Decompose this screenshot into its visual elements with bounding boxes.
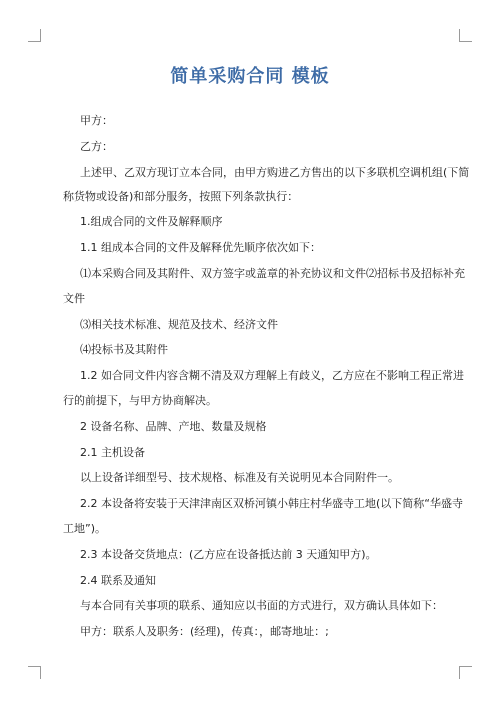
party-a-contact-line: 甲方：联系人及职务：(经理)，传真：，邮寄地址：; xyxy=(80,625,329,638)
clause-1-2-line-1: 1.2 如合同文件内容含糊不清及双方理解上有歧义，乙方应在不影响工程正常进 xyxy=(80,369,464,382)
crop-mark-bottom-right xyxy=(459,666,472,679)
document-title: 简单采购合同 模板 xyxy=(170,66,330,87)
clause-2-4-body: 与本合同有关事项的联系、通知应以书面的方式进行，双方确认具体如下： xyxy=(80,599,443,612)
crop-mark-bottom-left xyxy=(28,666,41,679)
list-item-4: ⑷投标书及其附件 xyxy=(80,343,168,356)
list-item-1-line-2: 文件 xyxy=(63,292,85,305)
clause-1-1: 1.1 组成本合同的文件及解释优先顺序依次如下： xyxy=(80,241,321,254)
clause-2-2-line-2: 工地”)。 xyxy=(63,522,106,535)
crop-mark-top-left xyxy=(28,29,41,42)
list-item-3: ⑶相关技术标准、规范及技术、经济文件 xyxy=(80,318,278,331)
clause-2-2-line-1: 2.2 本设备将安装于天津津南区双桥河镇小韩庄村华盛寺工地(以下简称“华盛寺 xyxy=(80,497,463,510)
preamble-line-2: 称货物或设备)和部分服务，按照下列条款执行： xyxy=(63,190,299,203)
clause-1-2-line-2: 行的前提下，与甲方协商解决。 xyxy=(63,394,217,407)
list-item-1-line-1: ⑴本采购合同及其附件、双方签字或盖章的补充协议和文件⑵招标书及招标补充 xyxy=(80,267,465,280)
preamble-line-1: 上述甲、乙双方现订立本合同，由甲方购进乙方售出的以下多联机空调机组(下简 xyxy=(80,166,470,179)
clause-2-1: 2.1 主机设备 xyxy=(80,446,145,459)
section-heading-1: 1.组成合同的文件及解释顺序 xyxy=(80,215,223,228)
crop-mark-top-right xyxy=(459,29,472,42)
section-heading-2: 2 设备名称、品牌、产地、数量及规格 xyxy=(80,420,267,433)
party-a-line: 甲方： xyxy=(80,114,113,127)
clause-2-4: 2.4 联系及通知 xyxy=(80,574,156,587)
party-b-line: 乙方： xyxy=(80,140,113,153)
clause-2-1-body: 以上设备详细型号、技术规格、标准及有关说明见本合同附件一。 xyxy=(80,471,399,484)
clause-2-3: 2.3 本设备交货地点：(乙方应在设备抵达前 3 天通知甲方)。 xyxy=(80,548,377,561)
